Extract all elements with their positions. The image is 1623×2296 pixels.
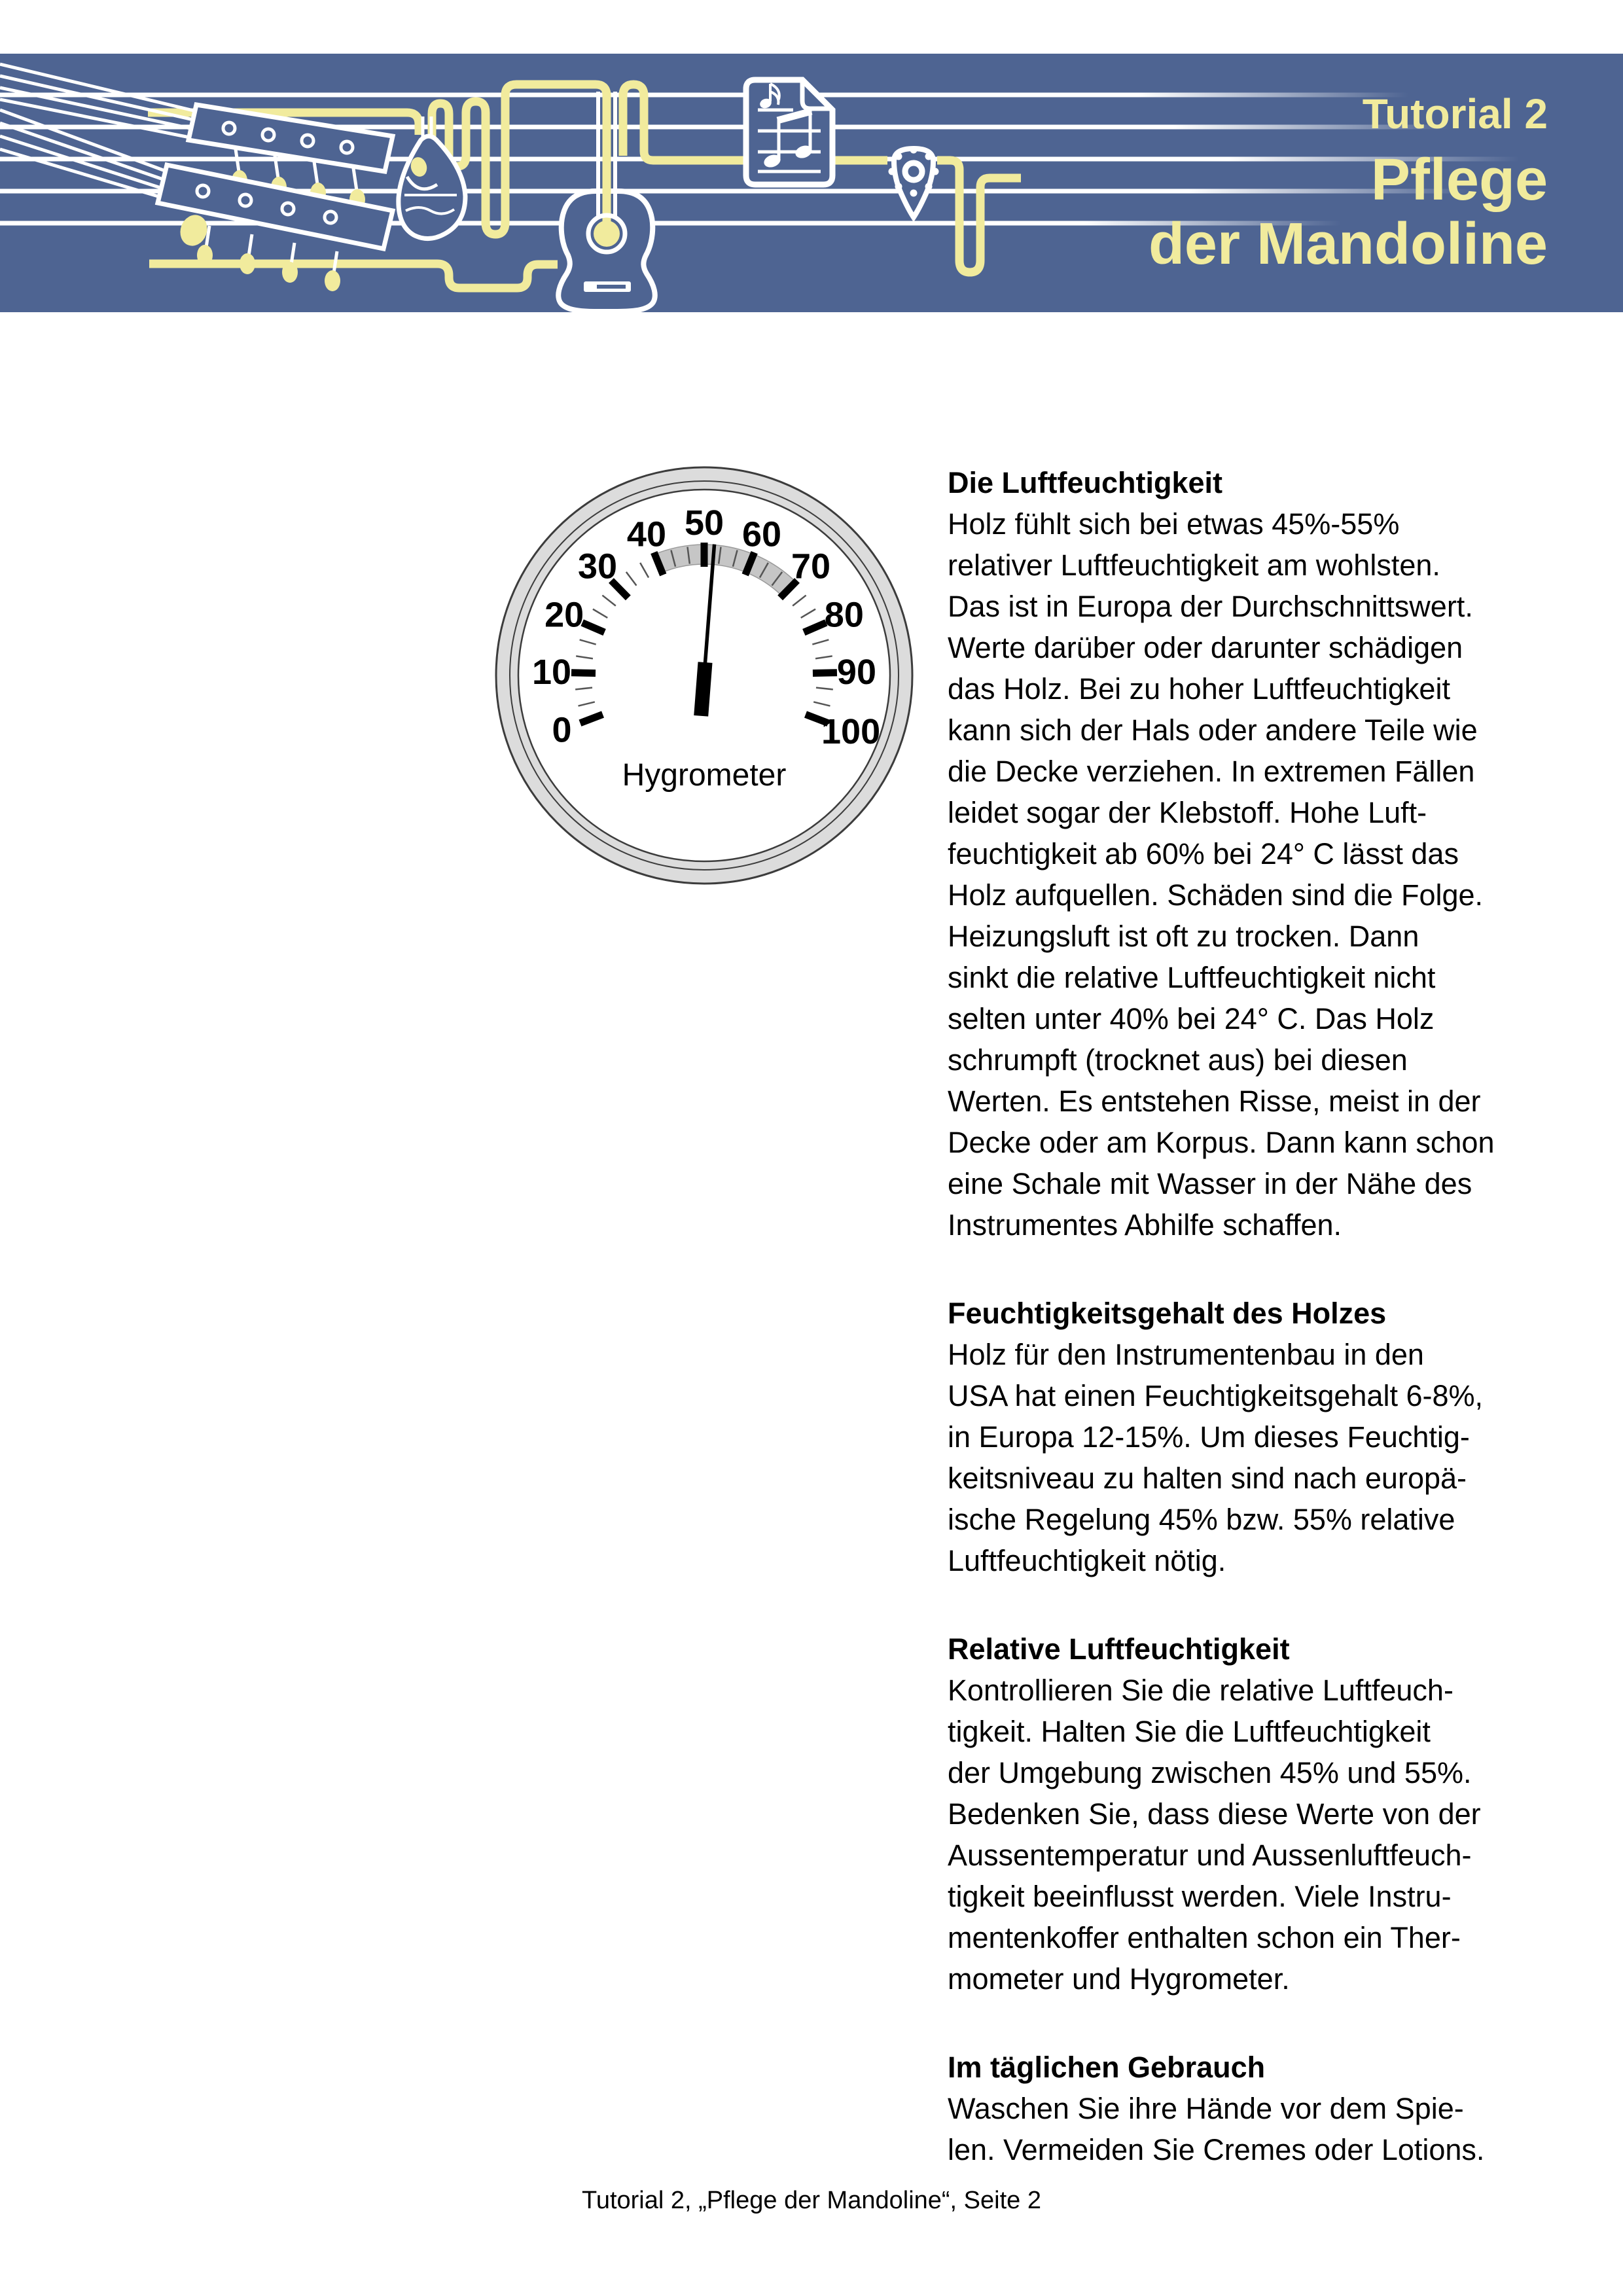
text-line: Luftfeuchtigkeit nötig.: [948, 1544, 1226, 1577]
banner: [0, 54, 1623, 312]
banner-kicker: Tutorial 2: [1362, 90, 1548, 137]
text-line: Holz für den Instrumentenbau in den: [948, 1338, 1424, 1371]
section-heading: Im täglichen Gebrauch: [948, 2051, 1266, 2084]
gauge-figure: [488, 459, 920, 891]
text-line: Aussentemperatur und Aussenluftfeuch-: [948, 1839, 1472, 1872]
text-line: schrumpft (trocknet aus) bei diesen: [948, 1043, 1408, 1077]
article: [948, 462, 1537, 2217]
text-line: Heizungsluft ist oft zu trocken. Dann: [948, 920, 1419, 953]
text-line: Holz fühlt sich bei etwas 45%-55%: [948, 507, 1400, 541]
text-line: tigkeit beeinflusst werden. Viele Instru-: [948, 1880, 1452, 1913]
text-line: in Europa 12-15%. Um dieses Feuchtig-: [948, 1420, 1470, 1454]
text-line: selten unter 40% bei 24° C. Das Holz: [948, 1002, 1435, 1035]
text-line: mometer und Hygrometer.: [948, 1962, 1290, 1996]
gauge-tick-label: 10: [532, 653, 572, 692]
text-line: tigkeit. Halten Sie die Luftfeuchtigkeit: [948, 1715, 1431, 1748]
text-line: mentenkoffer enthalten schon ein Ther-: [948, 1921, 1461, 1954]
text-line: Holz aufquellen. Schäden sind die Folge.: [948, 878, 1484, 912]
text-line: kann sich der Hals oder andere Teile wie: [948, 713, 1478, 747]
text-line: sinkt die relative Luftfeuchtigkeit nicht: [948, 961, 1436, 994]
gauge-tick-label: 90: [836, 653, 876, 692]
page-title: Pflege: [1370, 147, 1548, 213]
text-line: relativer Luftfeuchtigkeit am wohlsten.: [948, 548, 1440, 582]
text-line: Instrumentes Abhilfe schaffen.: [948, 1208, 1342, 1242]
hygrometer-gauge: [488, 459, 920, 891]
text-line: Waschen Sie ihre Hände vor dem Spie-: [948, 2092, 1464, 2125]
text-line: die Decke verziehen. In extremen Fällen: [948, 755, 1475, 788]
section-heading: Feuchtigkeitsgehalt des Holzes: [948, 1297, 1387, 1330]
section-4: [948, 2047, 1537, 2170]
text-line: Werten. Es entstehen Risse, meist in der: [948, 1085, 1481, 1118]
text-line: leidet sogar der Klebstoff. Hohe Luft-: [948, 796, 1427, 829]
gauge-tick-label: 30: [577, 547, 618, 586]
text-line: Werte darüber oder darunter schädigen: [948, 631, 1463, 664]
gauge-tick-label: 60: [741, 514, 782, 554]
banner-titles: [632, 54, 1548, 312]
gauge-tick-label: 100: [821, 712, 881, 752]
section-1: [948, 462, 1537, 1246]
text-line: len. Vermeiden Sie Cremes oder Lotions.: [948, 2133, 1485, 2166]
text-line: Decke oder am Korpus. Dann kann schon: [948, 1126, 1495, 1159]
text-line: Das ist in Europa der Durchschnittswert.: [948, 590, 1473, 623]
page-subtitle: der Mandoline: [1148, 211, 1548, 277]
gauge-tick-label: 20: [544, 595, 584, 635]
text-line: ische Regelung 45% bzw. 55% relative: [948, 1503, 1455, 1536]
text-line: keitsniveau zu halten sind nach europä-: [948, 1462, 1467, 1495]
gauge-tick-label: 50: [684, 503, 724, 543]
text-line: der Umgebung zwischen 45% und 55%.: [948, 1756, 1472, 1789]
text-line: feuchtigkeit ab 60% bei 24° C lässt das: [948, 837, 1459, 870]
section-3: [948, 1628, 1537, 2000]
gauge-tick-label: 70: [791, 547, 831, 586]
section-2: [948, 1293, 1537, 1581]
section-heading: Die Luftfeuchtigkeit: [948, 466, 1223, 499]
text-line: eine Schale mit Wasser in der Nähe des: [948, 1167, 1472, 1200]
text-line: Bedenken Sie, dass diese Werte von der: [948, 1797, 1481, 1831]
text-line: USA hat einen Feuchtigkeitsgehalt 6-8%,: [948, 1379, 1483, 1412]
gauge-caption: Hygrometer: [622, 758, 787, 793]
text-line: Kontrollieren Sie die relative Luftfeuch-: [948, 1674, 1454, 1707]
gauge-tick-label: 80: [824, 595, 864, 635]
text-line: das Holz. Bei zu hoher Luftfeuchtigkeit: [948, 672, 1450, 706]
section-heading: Relative Luftfeuchtigkeit: [948, 1632, 1290, 1666]
gauge-tick-label: 40: [626, 514, 667, 554]
page-footer: Tutorial 2, „Pflege der Mandoline“, Seite 2: [582, 2187, 1041, 2214]
gauge-tick-label: 0: [552, 710, 572, 750]
